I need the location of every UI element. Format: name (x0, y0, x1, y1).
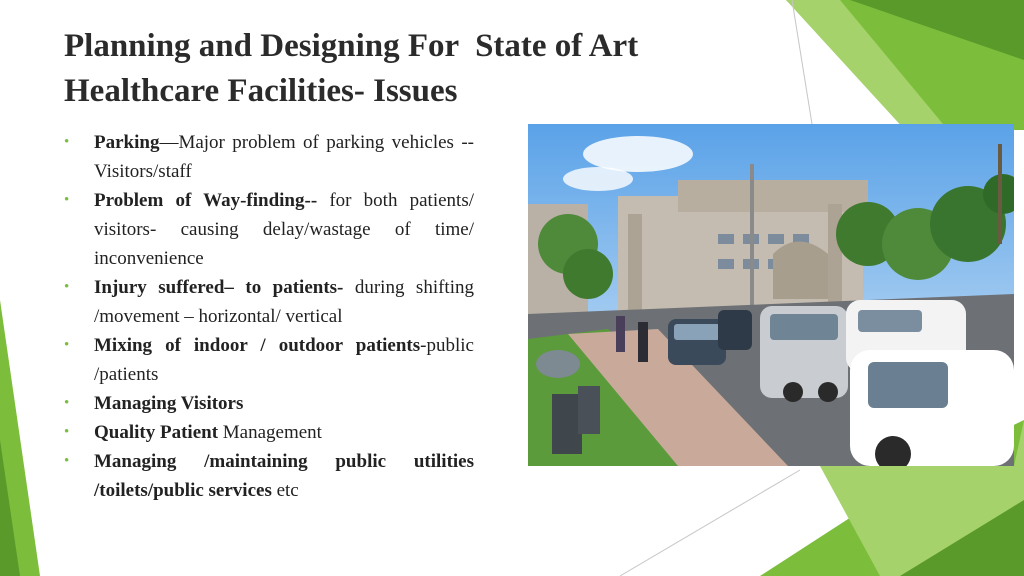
title-line-2: Healthcare Facilities- Issues (64, 73, 458, 109)
bullet-bold-text: Mixing of indoor / outdoor patients (94, 335, 421, 356)
bullet-item (62, 418, 474, 447)
bullet-item (62, 447, 474, 505)
bullet-bold-text: Problem of Way-finding-- (94, 190, 318, 211)
bullet-text: -public /patients (94, 335, 474, 385)
title-line-1: Planning and Designing For State of Art (64, 28, 639, 64)
bullet-text: —Major problem of parking vehicles -- Visitors/staff (94, 132, 474, 182)
photo-illustration (528, 124, 1014, 466)
bullet-text: Management (218, 422, 322, 443)
bullet-item (62, 273, 474, 331)
bullet-text: during shifting /movement – horizontal/ vertical (94, 277, 474, 327)
bullet-bold-text: Quality Patient (94, 422, 219, 443)
bullet-list (62, 128, 474, 505)
bullet-bold-text: Injury suffered– to patients- (94, 277, 344, 298)
bullet-item (62, 128, 474, 186)
slide-title (64, 24, 784, 114)
bullet-bold-text: Parking (94, 132, 160, 153)
bullet-item (62, 389, 474, 418)
hospital-parking-photo (528, 124, 1014, 466)
bullet-bold-text: Managing /maintaining public utilities /toilets/public services (94, 451, 474, 501)
bullet-text: for both patients/ visitors- causing delay/wastage of time/ inconvenience (94, 190, 474, 269)
bullet-text: etc (271, 480, 299, 501)
bullet-bold-text: Managing Visitors (94, 393, 244, 414)
bullet-item (62, 331, 474, 389)
bullet-item (62, 186, 474, 273)
